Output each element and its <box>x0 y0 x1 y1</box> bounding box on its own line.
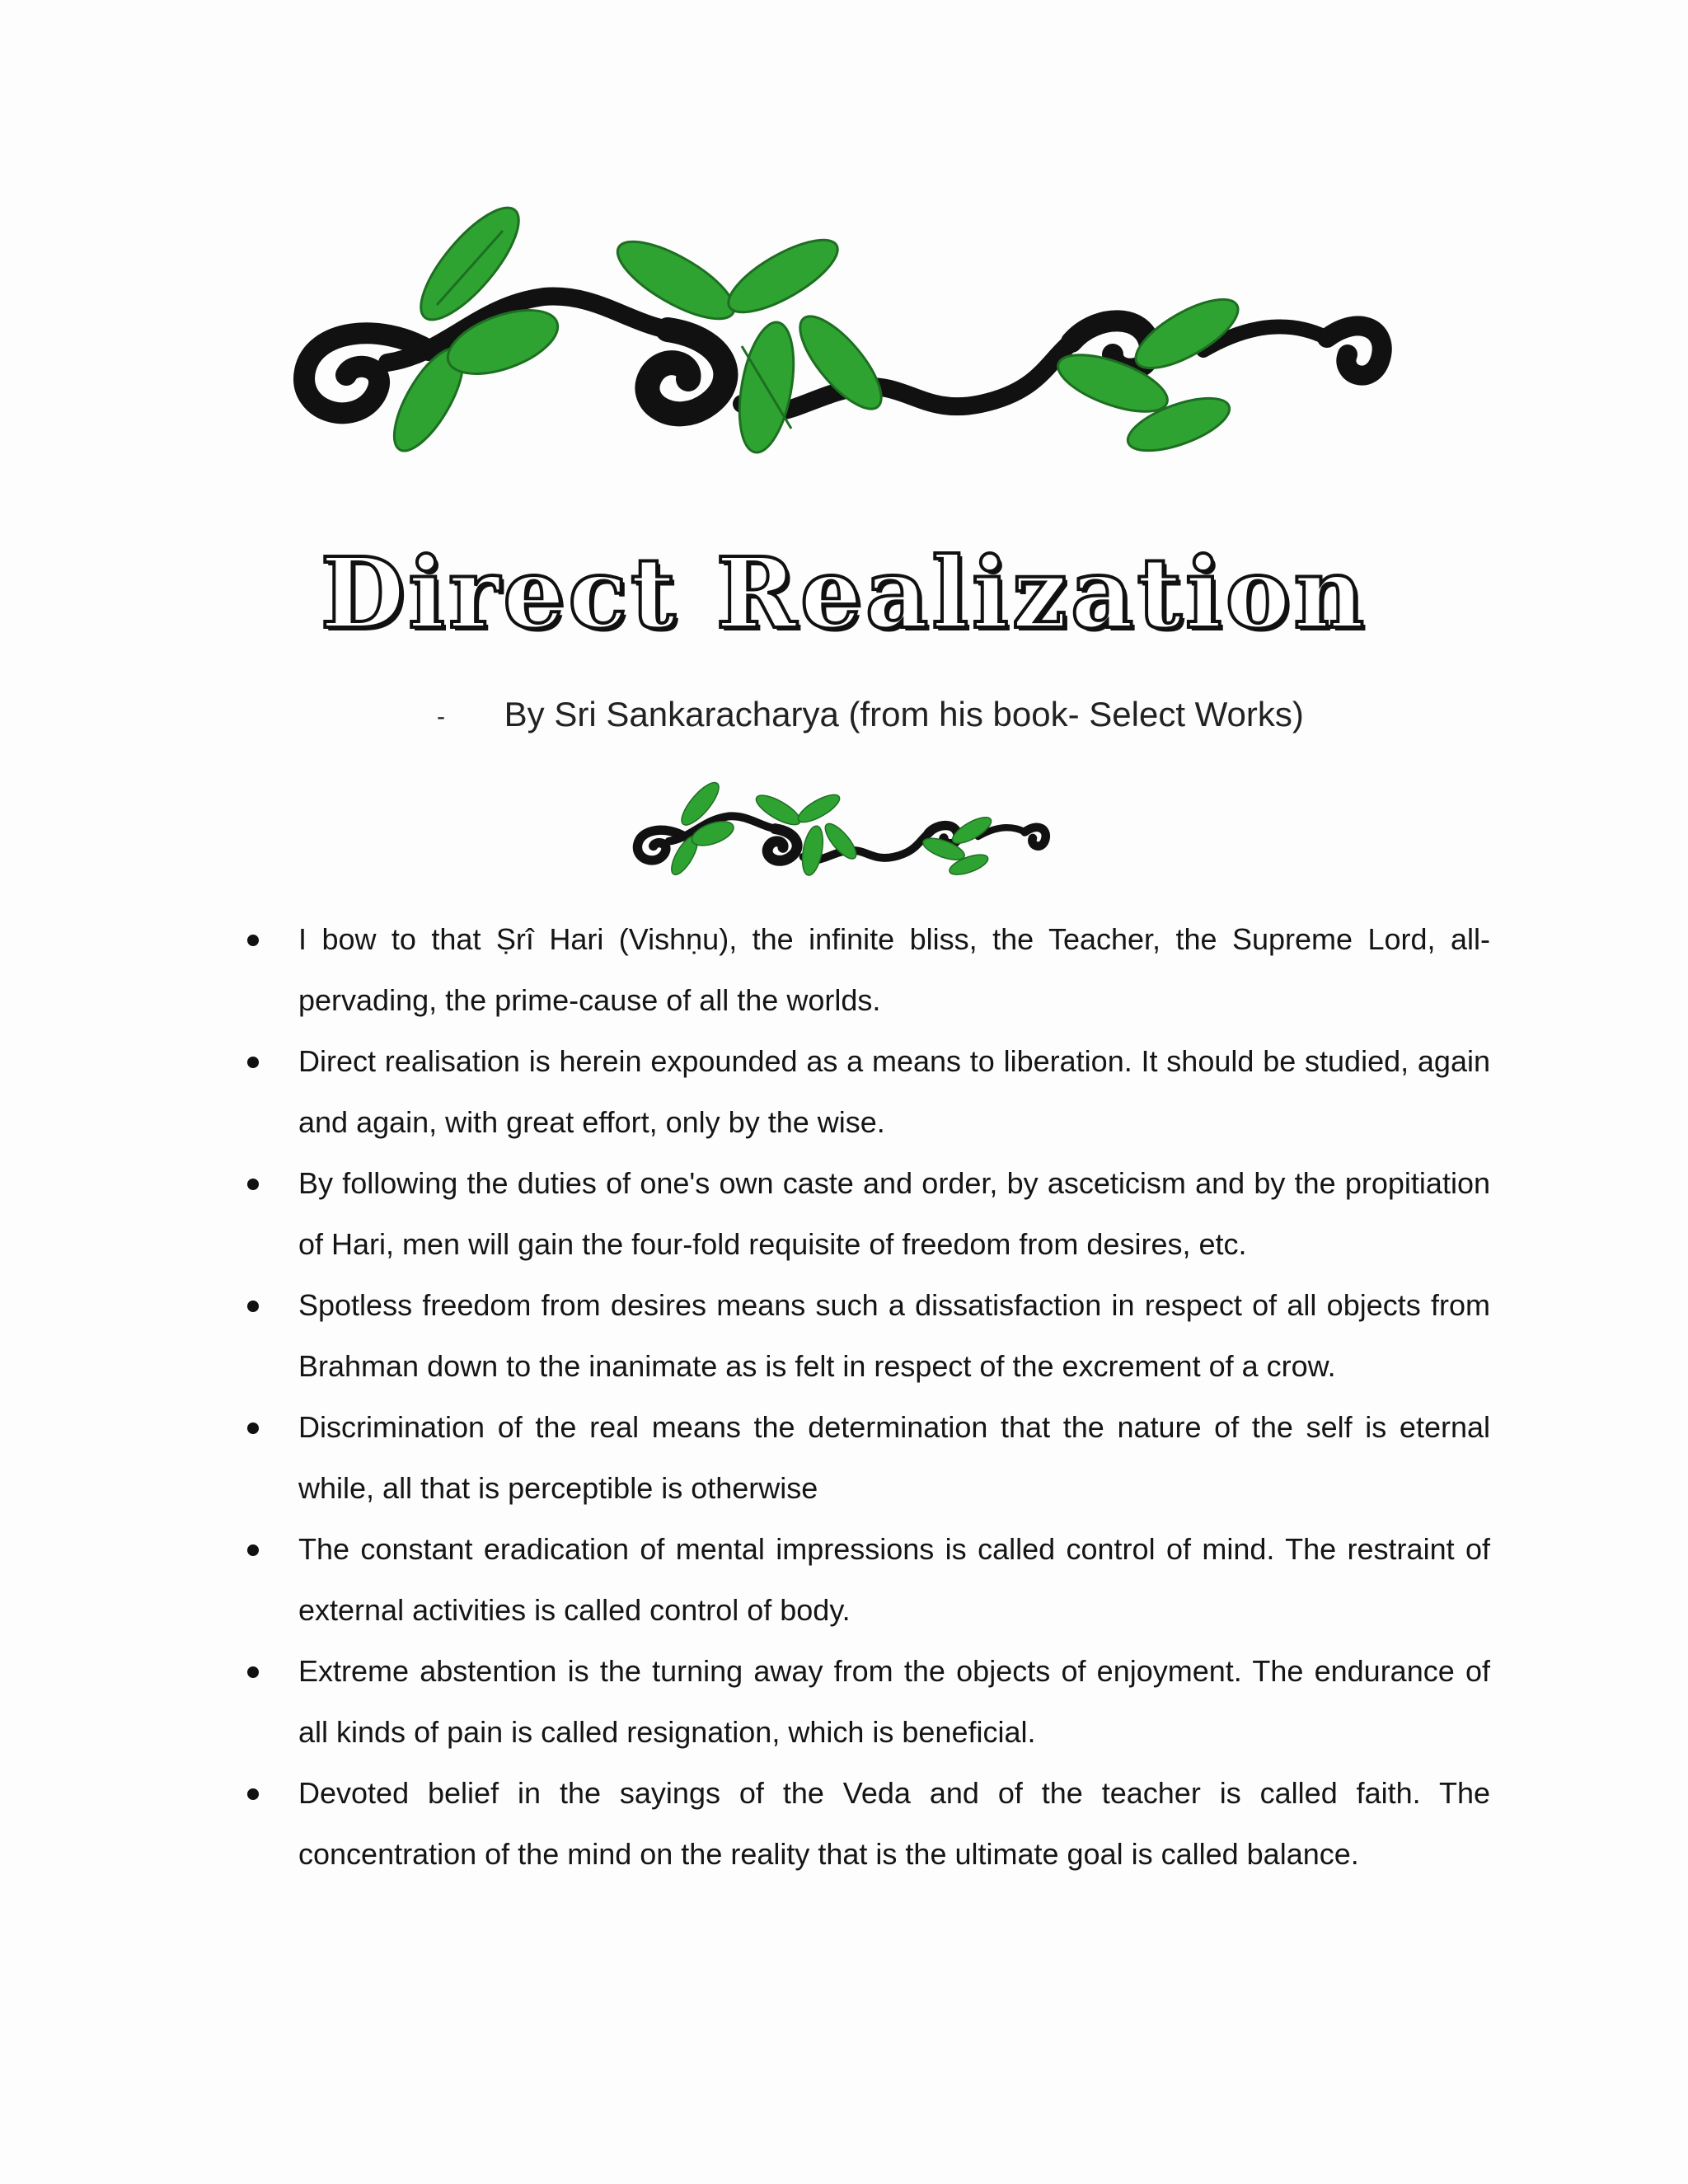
list-item-text: Extreme abstention is the turning away from the objects of enjoyment. The endurance of all kinds of pain is called resignation, which is beneficial. <box>298 1654 1490 1749</box>
list-item <box>247 1275 1490 1397</box>
byline-text: By Sri Sankaracharya (from his book- Select Works) <box>504 695 1304 733</box>
bullet-icon <box>247 1666 259 1678</box>
bullet-icon <box>247 1544 259 1556</box>
list-item <box>247 1397 1490 1519</box>
list-item-text: By following the duties of one's own caste and order, by asceticism and by the propitiation of Hari, men will gain the four-fold requisite of freedom from desires, etc. <box>298 1166 1490 1261</box>
list-item-text: The constant eradication of mental impressions is called control of mind. The restraint of external activities is called control of body. <box>298 1532 1490 1627</box>
list-item <box>247 1031 1490 1153</box>
byline <box>437 695 1304 744</box>
byline-dash: - <box>437 702 445 730</box>
list-item <box>247 909 1490 1031</box>
list-item-text: Discrimination of the real means the determination that the nature of the self is eternal while, all that is perceptible is otherwise <box>298 1410 1490 1505</box>
bullet-icon <box>247 1788 259 1800</box>
list-item-text: Devoted belief in the sayings of the Veda and of the teacher is called faith. The concentration of the mind on the reality that is the ultimate goal is called balance. <box>298 1776 1490 1871</box>
list-item <box>247 1763 1490 1885</box>
list-item-text: I bow to that Ṣrî Hari (Vishṇu), the infinite bliss, the Teacher, the Supreme Lord, all-pervading, the prime-cause of all the worlds. <box>298 922 1490 1017</box>
bullet-icon <box>247 1179 259 1190</box>
list-item <box>247 1641 1490 1763</box>
bullet-icon <box>247 1057 259 1068</box>
list-item <box>247 1519 1490 1641</box>
bullet-icon <box>247 1301 259 1312</box>
list-item-text: Spotless freedom from desires means such a dissatisfaction in respect of all objects from Brahman down to the inanimate as is felt in respect of the excrement of a crow. <box>298 1288 1490 1383</box>
verse-list <box>247 909 1490 1885</box>
page-title: Direct Realization <box>320 536 1368 650</box>
list-item-text: Direct realisation is herein expounded as a means to liberation. It should be studied, again and again, with great effort, only by the wise. <box>298 1044 1490 1139</box>
bullet-icon <box>247 1422 259 1434</box>
list-item <box>247 1153 1490 1275</box>
bullet-icon <box>247 935 259 946</box>
vine-leaf-ornament-small-icon <box>626 779 1055 882</box>
vine-leaf-ornament-icon <box>280 198 1401 470</box>
